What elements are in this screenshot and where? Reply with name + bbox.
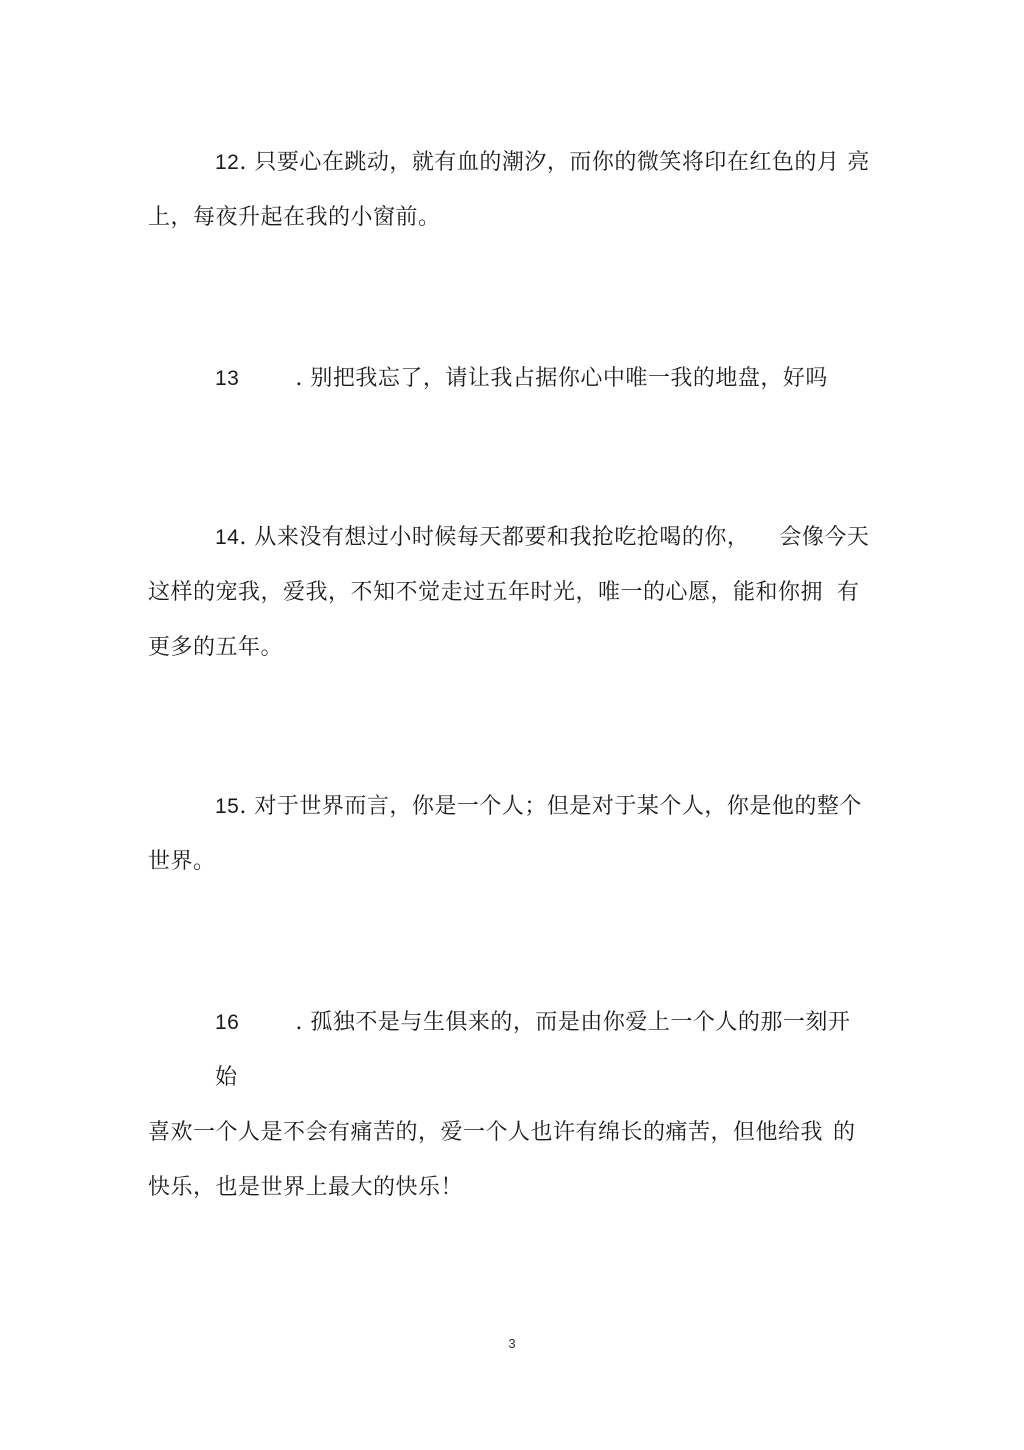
item-15-number: 15 (215, 795, 240, 818)
item-12-number: 12 (215, 151, 240, 174)
page-number: 3 (508, 1336, 516, 1351)
item-12-line-2: 上，每夜升起在我的小窗前。 (148, 205, 441, 230)
item-14-text-1: . 从来没有想过小时候每天都要和我抢吃抢喝的你， (239, 525, 750, 550)
item-16-text-3-tail: 的 (833, 1120, 856, 1145)
item-16-line-2: 始 (215, 1065, 238, 1090)
item-12-line-1 (215, 148, 870, 178)
item-14-text-2: 这样的宠我，爱我，不知不觉走过五年时光，唯一的心愿，能和你拥 (148, 580, 824, 605)
item-13-text-1: . 别把我忘了，请让我占据你心中唯一我的地盘，好吗 (295, 366, 828, 391)
item-16-text-3: 喜欢一个人是不会有痛苦的，爱一个人也许有绵长的痛苦，但他给我 (148, 1120, 824, 1145)
item-16-line-3 (148, 1118, 856, 1148)
item-13-line-1 (215, 364, 828, 394)
item-16-line-1 (215, 1008, 850, 1038)
item-14-number: 14 (215, 526, 240, 549)
item-13-number: 13 (215, 367, 240, 390)
item-14-line-1 (215, 523, 869, 553)
item-12-text-1: . 只要心在跳动，就有血的潮汐，而你的微笑将印在红色的月 (239, 150, 840, 175)
item-14-line-2 (148, 578, 860, 608)
item-16-line-4: 快乐，也是世界上最大的快乐！ (148, 1175, 464, 1200)
item-14-text-2-tail: 有 (837, 580, 860, 605)
item-15-line-1 (215, 792, 862, 822)
item-15-line-2: 世界。 (148, 849, 216, 874)
item-15-text-1: . 对于世界而言，你是一个人；但是对于某个人，你是他的整个 (239, 794, 862, 819)
item-16-text-1: . 孤独不是与生俱来的，而是由你爱上一个人的那一刻开 (295, 1010, 851, 1035)
item-16-number: 16 (215, 1011, 240, 1034)
item-14-text-1-tail: 会像今天 (779, 525, 870, 550)
item-14-line-3: 更多的五年。 (148, 635, 284, 660)
item-12-text-1-tail: 亮 (847, 150, 870, 175)
